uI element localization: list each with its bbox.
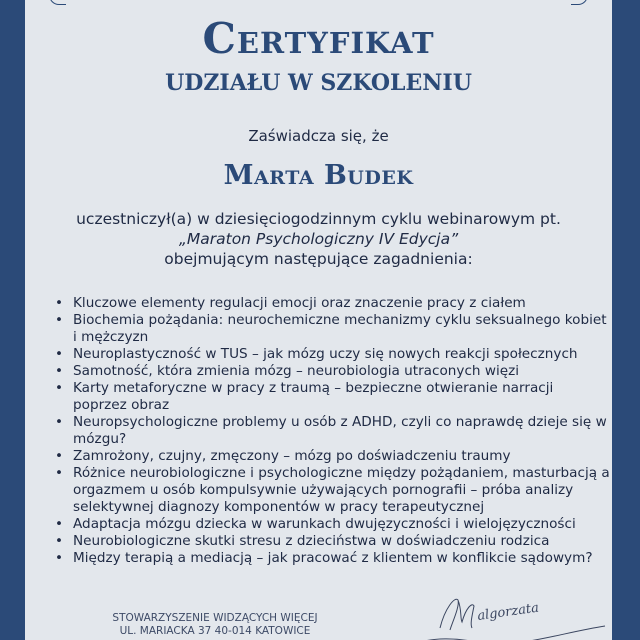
organization-address: UL. MARIACKA 37 40-014 KATOWICE [119,625,311,637]
organization-name: STOWARZYSZENIE WIDZĄCYCH WIĘCEJ [112,612,318,624]
intro-line: obejmującym następujące zagadnienia: [164,250,473,268]
list-item: • Różnice neurobiologiczne i psychologiczne między pożądaniem, masturbacją a orgazmem u osób kompulsywnie używających pornografii – próba analizy selektywnej diagnozy komponentów w pracy terapeutycznej [55,465,610,516]
corner-ornament-left [49,0,66,5]
course-intro [25,209,612,269]
course-title-text: „Maraton Psychologiczny IV Edycja” [178,230,459,248]
certificate-subtitle: UDZIAŁU W SZKOLENIU [165,70,472,96]
list-item: • Adaptacja mózgu dziecka w warunkach dwujęzyczności i wielojęzyczności [55,516,610,533]
svg-text:algorzata: algorzata [476,600,540,624]
certificate-paper [25,0,612,640]
list-item: • Między terapią a mediacją – jak pracować z klientem w konflikcie sądowym? [55,550,610,567]
list-item: • Neurobiologiczne skutki stresu z dzieciństwa w doświadczeniu rodzica [55,533,610,550]
list-item: • Neuropsychologiczne problemy u osób z ADHD, czyli co naprawdę dzieje się w mózgu? [55,414,610,448]
certificate-title: Certyfikat [202,14,435,63]
list-item: • Karty metaforyczne w pracy z traumą – bezpieczne otwieranie narracji poprzez obraz [55,380,610,414]
organization-block [85,612,345,638]
list-item: • Kluczowe elementy regulacji emocji oraz znaczenie pracy z ciałem [55,295,610,312]
course-title [25,229,612,249]
list-item: • Zamrożony, czujny, zmęczony – mózg po doświadczeniu traumy [55,448,610,465]
list-item: • Neuroplastyczność w TUS – jak mózg uczy się nowych reakcji społecznych [55,346,610,363]
attest-text: Zaświadcza się, że [248,127,389,145]
list-item: • Biochemia pożądania: neurochemiczne mechanizmy cyklu seksualnego kobiet i mężczyzn [55,312,610,346]
list-item: • Samotność, która zmienia mózg – neurobiologia utraconych więzi [55,363,610,380]
topics-list [55,295,610,567]
intro-line: uczestniczył(a) w dziesięciogodzinnym cyklu webinarowym pt. [76,210,561,228]
signature-image [400,588,612,640]
recipient-name: Marta Budek [223,160,414,191]
corner-ornament-right [571,0,588,5]
